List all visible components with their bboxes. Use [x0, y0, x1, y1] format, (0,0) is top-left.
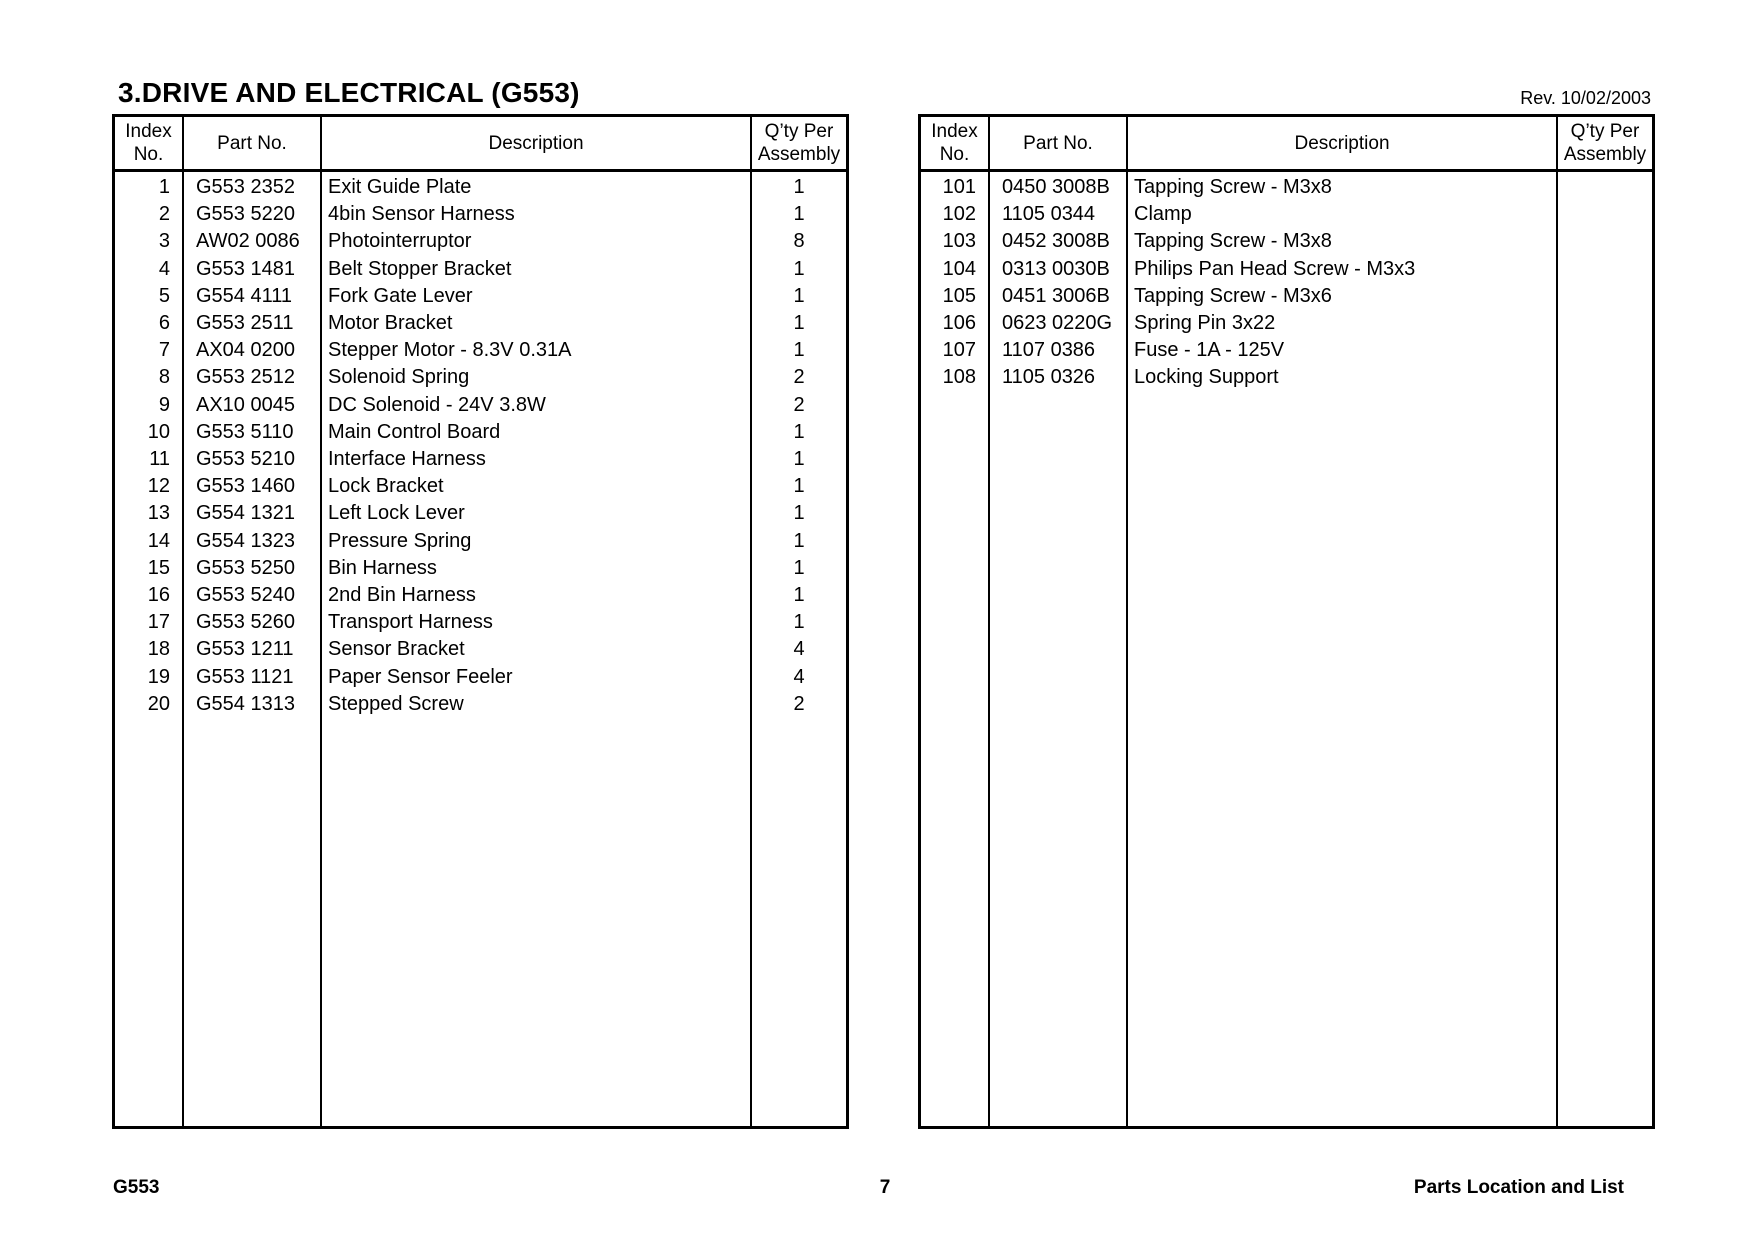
cell-index: 20	[147, 692, 170, 715]
header-part-no: Part No.	[217, 132, 287, 154]
header-qty-line2: Assembly	[757, 144, 841, 165]
footer-page-number: 7	[879, 1177, 891, 1198]
cell-description: Sensor Bracket	[328, 638, 465, 661]
cell-part-no: G553 5110	[196, 420, 294, 443]
header-qty	[752, 117, 846, 169]
cell-part-no: G553 2512	[196, 366, 295, 389]
header-qty-line2: Assembly	[1563, 144, 1647, 165]
table-row	[921, 256, 1652, 283]
header-index-line2: No.	[133, 144, 164, 165]
cell-qty: 1	[793, 556, 805, 579]
cell-index: 108	[942, 366, 976, 389]
cell-part-no: 0623 0220G	[1002, 312, 1113, 334]
table-row	[115, 691, 846, 718]
cell-part-no: AX10 0045	[196, 393, 295, 416]
table-row	[115, 664, 846, 691]
footer-model: G553	[113, 1177, 160, 1198]
cell-part-no: G553 1211	[196, 638, 294, 661]
header-qty-line1: Q’ty Per	[1570, 121, 1640, 142]
header-index-line1: Index	[125, 121, 172, 142]
cell-qty: 1	[793, 448, 805, 470]
parts-table-left	[112, 114, 849, 1129]
cell-description: Clamp	[1134, 203, 1192, 226]
cell-part-no: G553 1481	[196, 257, 295, 280]
cell-part-no: 0452 3008B	[1002, 230, 1110, 253]
cell-part-no: G554 4111	[196, 284, 293, 307]
header-index-line1: Index	[931, 121, 978, 142]
cell-part-no: AW02 0086	[196, 230, 300, 253]
cell-description: Exit Guide Plate	[328, 176, 472, 198]
cell-description: Pressure Spring	[328, 529, 472, 552]
cell-index: 1	[158, 176, 170, 198]
cell-description: Philips Pan Head Screw - M3x3	[1134, 257, 1416, 280]
cell-description: Stepper Motor - 8.3V 0.31A	[328, 339, 572, 362]
cell-part-no: 0313 0030B	[1002, 257, 1110, 280]
table-row	[115, 228, 846, 255]
table-row	[921, 174, 1652, 201]
table-row	[115, 419, 846, 446]
cell-index: 5	[158, 284, 170, 307]
table-row	[115, 609, 846, 636]
cell-part-no: G553 5240	[196, 584, 295, 606]
table-row	[115, 528, 846, 555]
cell-index: 103	[942, 230, 976, 253]
cell-description: Interface Harness	[328, 448, 486, 470]
cell-part-no: G553 1121	[196, 665, 294, 688]
cell-description: 2nd Bin Harness	[328, 584, 476, 606]
cell-qty: 1	[793, 529, 805, 552]
cell-description: Motor Bracket	[328, 312, 453, 334]
cell-index: 13	[147, 502, 170, 525]
cell-description: Stepped Screw	[328, 692, 464, 715]
cell-part-no: 1105 0344	[1002, 203, 1096, 226]
table-row	[921, 310, 1652, 337]
cell-index: 15	[147, 556, 170, 579]
cell-description: Tapping Screw - M3x8	[1134, 230, 1332, 253]
cell-index: 19	[147, 665, 170, 688]
cell-index: 107	[942, 339, 976, 362]
header-qty-line1: Q’ty Per	[764, 121, 834, 142]
table-row	[115, 500, 846, 527]
cell-qty: 2	[793, 366, 805, 389]
cell-part-no: G554 1323	[196, 529, 295, 552]
header-qty	[1558, 117, 1652, 169]
cell-index: 101	[942, 176, 976, 198]
cell-part-no: 1105 0326	[1002, 366, 1096, 389]
cell-index: 17	[147, 611, 170, 634]
cell-index: 12	[147, 475, 170, 498]
table-row	[921, 337, 1652, 364]
cell-qty: 1	[793, 284, 805, 307]
cell-description: Tapping Screw - M3x8	[1134, 176, 1332, 198]
header-divider	[115, 169, 846, 172]
cell-part-no: 0451 3006B	[1002, 284, 1110, 307]
cell-part-no: G553 2511	[196, 312, 294, 334]
table-row	[115, 582, 846, 609]
cell-part-no: 1107 0386	[1002, 339, 1096, 362]
table-row	[115, 473, 846, 500]
table-row	[115, 392, 846, 419]
cell-description: Fuse - 1A - 125V	[1134, 339, 1285, 362]
table-row	[115, 364, 846, 391]
table-row	[115, 256, 846, 283]
cell-part-no: G554 1313	[196, 692, 295, 715]
cell-index: 14	[147, 529, 170, 552]
cell-part-no: G553 5250	[196, 556, 295, 579]
cell-index: 8	[158, 366, 170, 389]
cell-description: Belt Stopper Bracket	[328, 257, 512, 280]
cell-description: Photointerruptor	[328, 230, 472, 253]
header-index-line2: No.	[939, 144, 970, 165]
cell-qty: 1	[793, 502, 805, 525]
cell-description: Lock Bracket	[328, 475, 444, 498]
cell-qty: 1	[793, 176, 805, 198]
cell-qty: 1	[793, 312, 805, 334]
cell-qty: 2	[793, 393, 805, 416]
table-row	[921, 283, 1652, 310]
table-row	[115, 555, 846, 582]
cell-description: Left Lock Lever	[328, 502, 465, 525]
table-row	[115, 310, 846, 337]
cell-qty: 4	[793, 638, 805, 661]
cell-index: 106	[942, 312, 976, 334]
revision-date: Rev. 10/02/2003	[1520, 88, 1651, 108]
cell-description: Transport Harness	[328, 611, 493, 634]
header-index	[115, 117, 182, 169]
cell-description: 4bin Sensor Harness	[328, 203, 515, 226]
cell-index: 9	[158, 393, 170, 416]
header-part-no: Part No.	[1023, 132, 1093, 154]
cell-qty: 4	[793, 665, 805, 688]
cell-qty: 1	[793, 475, 805, 498]
cell-qty: 2	[793, 692, 805, 715]
table-row	[115, 446, 846, 473]
page-title: 3.DRIVE AND ELECTRICAL (G553)	[118, 77, 580, 108]
table-row	[921, 364, 1652, 391]
cell-description: Main Control Board	[328, 420, 501, 443]
cell-description: Locking Support	[1134, 366, 1279, 389]
cell-index: 104	[942, 257, 976, 280]
cell-qty: 1	[793, 584, 805, 606]
cell-description: Solenoid Spring	[328, 366, 470, 389]
table-row	[115, 201, 846, 228]
cell-index: 10	[147, 420, 170, 443]
cell-qty: 1	[793, 257, 805, 280]
cell-qty: 1	[793, 203, 805, 226]
cell-index: 102	[942, 203, 976, 226]
cell-index: 3	[158, 230, 170, 253]
footer-section: Parts Location and List	[1413, 1177, 1624, 1198]
header-description: Description	[488, 132, 584, 154]
cell-index: 7	[158, 339, 170, 362]
cell-qty: 8	[793, 230, 805, 253]
parts-table-right	[918, 114, 1655, 1129]
cell-part-no: G553 2352	[196, 176, 295, 198]
table-row	[115, 636, 846, 663]
cell-part-no: G554 1321	[196, 502, 295, 525]
cell-description: DC Solenoid - 24V 3.8W	[328, 393, 546, 416]
cell-index: 16	[147, 584, 170, 606]
table-row	[115, 283, 846, 310]
cell-index: 11	[149, 448, 170, 470]
cell-description: Tapping Screw - M3x6	[1134, 284, 1332, 307]
cell-qty: 1	[793, 611, 805, 634]
table-row	[115, 174, 846, 201]
cell-index: 105	[942, 284, 976, 307]
cell-part-no: G553 5260	[196, 611, 295, 634]
cell-description: Bin Harness	[328, 556, 437, 579]
header-index	[921, 117, 988, 169]
cell-index: 2	[158, 203, 170, 226]
cell-qty: 1	[793, 420, 805, 443]
cell-index: 4	[158, 257, 170, 280]
header-description: Description	[1294, 132, 1390, 154]
cell-part-no: G553 5220	[196, 203, 295, 226]
cell-part-no: 0450 3008B	[1002, 176, 1110, 198]
table-row	[115, 337, 846, 364]
cell-index: 6	[158, 312, 170, 334]
cell-qty: 1	[793, 339, 805, 362]
cell-description: Spring Pin 3x22	[1134, 312, 1276, 334]
table-row	[921, 228, 1652, 255]
table-row	[921, 201, 1652, 228]
cell-part-no: AX04 0200	[196, 339, 295, 362]
cell-description: Paper Sensor Feeler	[328, 665, 513, 688]
cell-part-no: G553 5210	[196, 448, 295, 470]
cell-part-no: G553 1460	[196, 475, 295, 498]
cell-description: Fork Gate Lever	[328, 284, 473, 307]
cell-index: 18	[147, 638, 170, 661]
header-divider	[921, 169, 1652, 172]
